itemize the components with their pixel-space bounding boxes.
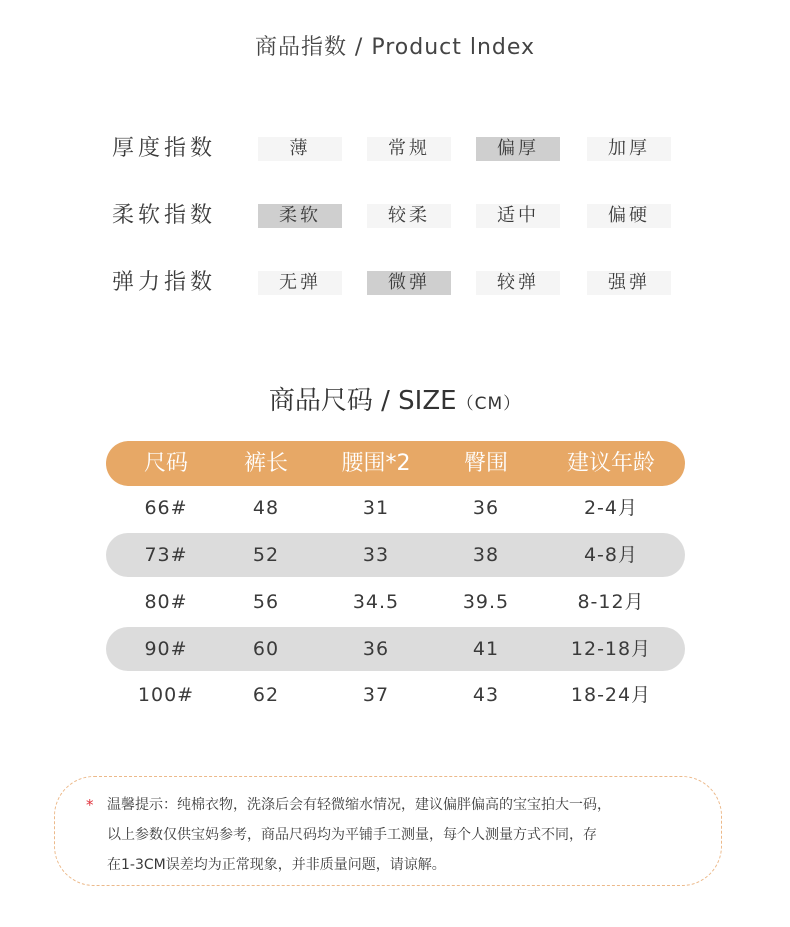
table-row <box>106 486 685 530</box>
index-option: 强弹 <box>587 271 671 295</box>
size-table-header <box>106 441 685 486</box>
table-cell: 39.5 <box>462 591 510 613</box>
header-length: 裤长 <box>243 451 288 476</box>
table-cell: 80# <box>144 591 188 613</box>
index-label: 厚度指数 <box>112 136 217 161</box>
header-waist: 腰围*2 <box>341 451 411 476</box>
size-title <box>0 380 790 417</box>
table-row <box>106 627 685 671</box>
index-option: 偏硬 <box>587 204 671 228</box>
elasticity-index-row <box>0 263 790 303</box>
table-row <box>106 580 685 624</box>
notice-line: 以上参数仅供宝妈参考，商品尺码均为平铺手工测量，每个人测量方式不同，存 <box>107 827 597 843</box>
table-cell: 52 <box>252 544 280 566</box>
notice-line: 在1-3CM误差均为正常现象，并非质量问题，请谅解。 <box>107 857 446 873</box>
index-option: 无弹 <box>258 271 342 295</box>
table-row <box>106 673 685 717</box>
index-label: 柔软指数 <box>112 203 217 228</box>
softness-index-row <box>0 196 790 236</box>
table-cell: 62 <box>252 684 280 706</box>
index-option: 较柔 <box>367 204 451 228</box>
table-cell: 73# <box>144 544 188 566</box>
table-cell: 66# <box>144 497 188 519</box>
table-cell: 31 <box>362 497 390 519</box>
table-cell: 38 <box>472 544 500 566</box>
product-index-title: 商品指数 / Product lndex <box>254 35 536 60</box>
table-cell: 56 <box>252 591 280 613</box>
size-title-unit: （CM） <box>456 394 522 414</box>
notice-box <box>54 776 722 886</box>
table-cell: 36 <box>362 638 390 660</box>
table-cell: 37 <box>362 684 390 706</box>
notice-line: 温馨提示：纯棉衣物，洗涤后会有轻微缩水情况，建议偏胖偏高的宝宝拍大一码， <box>107 797 611 813</box>
header-hip: 臀围 <box>463 451 508 476</box>
index-option: 适中 <box>476 204 560 228</box>
table-cell: 34.5 <box>352 591 400 613</box>
size-title-main: 商品尺码 / SIZE <box>268 386 457 416</box>
index-option: 偏厚 <box>476 137 560 161</box>
table-cell: 43 <box>472 684 500 706</box>
table-cell: 8-12月 <box>577 591 645 613</box>
index-option: 柔软 <box>258 204 342 228</box>
header-size: 尺码 <box>143 451 188 476</box>
thickness-index-row <box>0 129 790 169</box>
table-cell: 4-8月 <box>583 544 639 566</box>
table-cell: 36 <box>472 497 500 519</box>
table-cell: 100# <box>137 684 195 706</box>
header-age: 建议年龄 <box>566 451 655 476</box>
index-label: 弹力指数 <box>112 270 217 295</box>
table-cell: 12-18月 <box>570 638 652 660</box>
table-cell: 90# <box>144 638 188 660</box>
table-cell: 2-4月 <box>583 497 639 519</box>
notice-text <box>107 790 707 880</box>
table-cell: 60 <box>252 638 280 660</box>
table-cell: 41 <box>472 638 500 660</box>
index-option: 常规 <box>367 137 451 161</box>
table-row <box>106 533 685 577</box>
asterisk-icon: * <box>86 796 94 814</box>
index-option: 加厚 <box>587 137 671 161</box>
index-option: 较弹 <box>476 271 560 295</box>
index-option: 微弹 <box>367 271 451 295</box>
index-option: 薄 <box>258 137 342 161</box>
table-cell: 18-24月 <box>570 684 652 706</box>
table-cell: 33 <box>362 544 390 566</box>
table-cell: 48 <box>252 497 280 519</box>
